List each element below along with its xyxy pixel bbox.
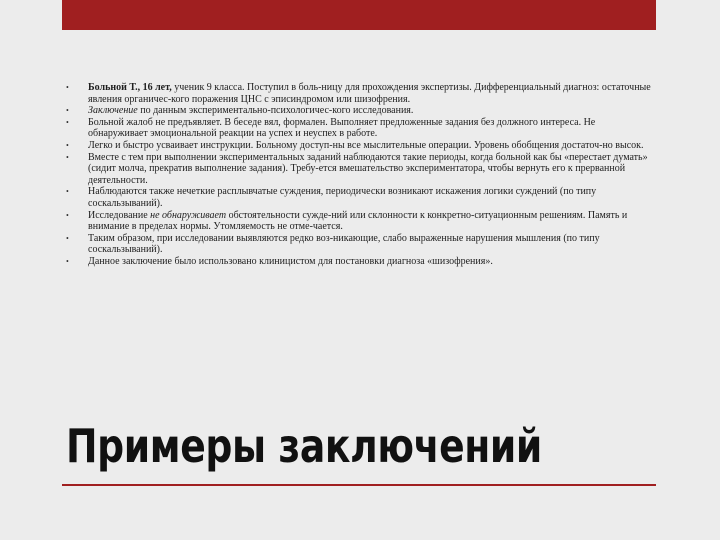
bullet-text: ученик 9 класса. Поступил в боль-ницу для прохождения экспертизы. Дифференциальный диагноз: остаточные явления органичес-кого поражения ЦНС с эписиндромом или шизофрения. xyxy=(88,82,651,105)
bullet-item xyxy=(66,233,656,256)
title-underline xyxy=(62,484,656,486)
bullet-text: обстоятельности сужде-ний или склонности к конкретно-ситуационным решениям. Память и внимание в пределах нормы. Утомляемость не отме-чается. xyxy=(88,209,628,233)
bullet-lead: Больной Т., 16 лет, xyxy=(88,82,172,93)
bullet-item xyxy=(66,256,656,268)
bullet-item xyxy=(66,210,656,233)
bullet-text: Больной жалоб не предъявляет. В беседе вял, формален. Выполняет предложенные задания без должного интереса. Не обнаруживает эмоциональной реакции на успех и неуспех в работе. xyxy=(88,116,596,140)
bullet-marker: • xyxy=(66,210,69,220)
bullet-text: по данным экспериментально-психологичес-кого исследования. xyxy=(137,105,414,117)
bullet-marker: • xyxy=(66,233,69,243)
bullet-marker: • xyxy=(66,83,69,92)
bullet-marker: • xyxy=(66,256,69,266)
bullet-item xyxy=(66,140,656,152)
bullet-marker: • xyxy=(66,106,69,116)
bullet-item xyxy=(66,105,656,117)
bullet-marker: • xyxy=(66,117,69,127)
bullet-text: Наблюдаются также нечеткие расплывчатые суждения, периодически возникают искажения логики суждений (по типу соскальзываний). xyxy=(88,186,597,209)
bullet-list xyxy=(66,82,656,268)
bullet-item xyxy=(66,152,656,187)
accent-top-bar xyxy=(62,0,656,30)
bullet-item xyxy=(66,186,656,209)
bullet-text: Вместе с тем при выполнении экспериментальных заданий наблюдаются такие периоды, когда больной как бы «перестает думать» (сидит молча, прекратив выполнение задания). Требу-ется вмешательство экспериментатора, чтобы вернуть его к прерванной деятельности. xyxy=(88,151,648,186)
bullet-emphasis: не обнаруживает xyxy=(150,209,227,221)
bullet-text: Исследование xyxy=(88,209,151,221)
bullet-text: Таким образом, при исследовании выявляются редко воз-никающие, слабо выраженные нарушения мышления (по типу соскальзываний). xyxy=(88,232,600,256)
bullet-item xyxy=(66,117,656,140)
bullet-marker: • xyxy=(66,140,69,150)
bullet-text: Данное заключение было использовано клиницистом для постановки диагноза «шизофрения». xyxy=(88,255,493,267)
bullet-text: Легко и быстро усваивает инструкции. Больному доступ-ны все мыслительные операции. Уровень обобщения достаточ-но высок. xyxy=(88,139,644,151)
slide-title: Примеры заключений xyxy=(66,419,542,473)
bullet-marker: • xyxy=(66,152,69,162)
bullet-item xyxy=(66,82,656,105)
bullet-lead: Заключение xyxy=(88,105,138,117)
bullet-marker: • xyxy=(66,187,69,197)
